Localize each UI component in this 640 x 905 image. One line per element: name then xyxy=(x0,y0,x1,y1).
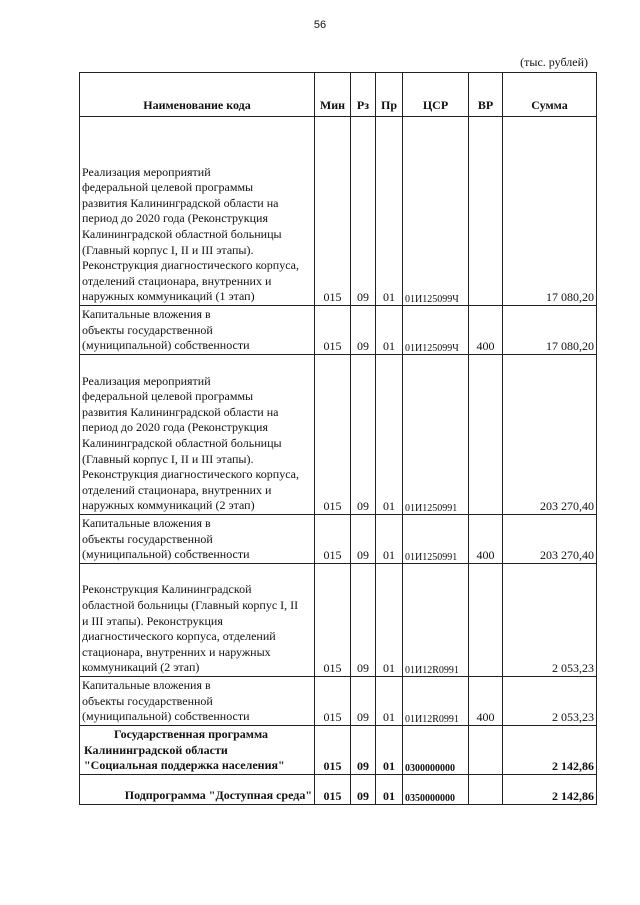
row-sum: 2 142,86 xyxy=(503,775,597,805)
table-row xyxy=(80,677,597,726)
row-name: Капитальные вложения в объекты государственной (муниципальной) собственности xyxy=(80,677,315,726)
row-min: 015 xyxy=(315,306,351,355)
table-row xyxy=(80,564,597,677)
row-csr: 01И1250991 xyxy=(403,355,469,515)
table-row xyxy=(80,355,597,515)
row-pr: 01 xyxy=(376,515,403,564)
row-vr xyxy=(469,355,503,515)
row-sum: 17 080,20 xyxy=(503,117,597,306)
row-min: 015 xyxy=(315,726,351,775)
row-rz: 09 xyxy=(351,117,376,306)
row-rz: 09 xyxy=(351,677,376,726)
row-sum: 2 053,23 xyxy=(503,564,597,677)
units-label: (тыс. рублей) xyxy=(520,55,588,69)
row-pr: 01 xyxy=(376,677,403,726)
row-vr xyxy=(469,564,503,677)
row-csr: 01И12R0991 xyxy=(403,564,469,677)
table-row xyxy=(80,515,597,564)
row-vr: 400 xyxy=(469,515,503,564)
row-name: Капитальные вложения в объекты государственной (муниципальной) собственности xyxy=(80,515,315,564)
row-csr: 01И125099Ч xyxy=(403,117,469,306)
header-rz: Рз xyxy=(351,73,376,117)
row-rz: 09 xyxy=(351,355,376,515)
row-sum: 203 270,40 xyxy=(503,515,597,564)
header-name: Наименование кода xyxy=(80,73,315,117)
row-pr: 01 xyxy=(376,726,403,775)
table-row xyxy=(80,306,597,355)
row-name: Подпрограмма "Доступная среда" xyxy=(80,775,315,805)
row-min: 015 xyxy=(315,775,351,805)
header-csr: ЦСР xyxy=(403,73,469,117)
row-min: 015 xyxy=(315,564,351,677)
header-pr: Пр xyxy=(376,73,403,117)
row-min: 015 xyxy=(315,515,351,564)
row-rz: 09 xyxy=(351,564,376,677)
row-min: 015 xyxy=(315,355,351,515)
row-sum: 17 080,20 xyxy=(503,306,597,355)
row-name: Государственная программа Калининградской области "Социальная поддержка населения" xyxy=(80,726,315,775)
row-vr xyxy=(469,726,503,775)
table-row xyxy=(80,117,597,306)
row-pr: 01 xyxy=(376,117,403,306)
row-pr: 01 xyxy=(376,775,403,805)
header-sum: Сумма xyxy=(503,73,597,117)
table-row xyxy=(80,726,597,775)
row-sum: 2 053,23 xyxy=(503,677,597,726)
row-csr: 01И125099Ч xyxy=(403,306,469,355)
row-vr: 400 xyxy=(469,306,503,355)
row-name: Капитальные вложения в объекты государственной (муниципальной) собственности xyxy=(80,306,315,355)
row-min: 015 xyxy=(315,117,351,306)
row-name: Реализация мероприятий федеральной целевой программы развития Калининградской области на период до 2020 года (Реконструкция Калининградской областной больницы (Главный корпус I, II и III этапы). Реконструкция диагностического корпуса, отделений стационара, внутренних и наружных коммуникаций (2 этап) xyxy=(80,355,315,515)
row-vr xyxy=(469,117,503,306)
row-rz: 09 xyxy=(351,306,376,355)
row-min: 015 xyxy=(315,677,351,726)
row-name: Реконструкция Калининградской областной больницы (Главный корпус I, II и III этапы). Реконструкция диагностического корпуса, отделений стационара, внутренних и наружных коммуникаций (2 этап) xyxy=(80,564,315,677)
page-number: 56 xyxy=(313,19,327,31)
table-header-row xyxy=(80,73,597,117)
row-pr: 01 xyxy=(376,564,403,677)
budget-table xyxy=(79,72,597,805)
table-row xyxy=(80,775,597,805)
row-sum: 2 142,86 xyxy=(503,726,597,775)
row-csr: 0300000000 xyxy=(403,726,469,775)
row-pr: 01 xyxy=(376,355,403,515)
row-vr xyxy=(469,775,503,805)
row-csr: 01И1250991 xyxy=(403,515,469,564)
header-vr: ВР xyxy=(469,73,503,117)
row-vr: 400 xyxy=(469,677,503,726)
header-min: Мин xyxy=(315,73,351,117)
row-name: Реализация мероприятий федеральной целевой программы развития Калининградской области на период до 2020 года (Реконструкция Калининградской областной больницы (Главный корпус I, II и III этапы). Реконструкция диагностического корпуса, отделений стационара, внутренних и наружных коммуникаций (1 этап) xyxy=(80,117,315,306)
row-pr: 01 xyxy=(376,306,403,355)
row-csr: 0350000000 xyxy=(403,775,469,805)
row-rz: 09 xyxy=(351,775,376,805)
row-csr: 01И12R0991 xyxy=(403,677,469,726)
row-rz: 09 xyxy=(351,726,376,775)
row-sum: 203 270,40 xyxy=(503,355,597,515)
row-rz: 09 xyxy=(351,515,376,564)
